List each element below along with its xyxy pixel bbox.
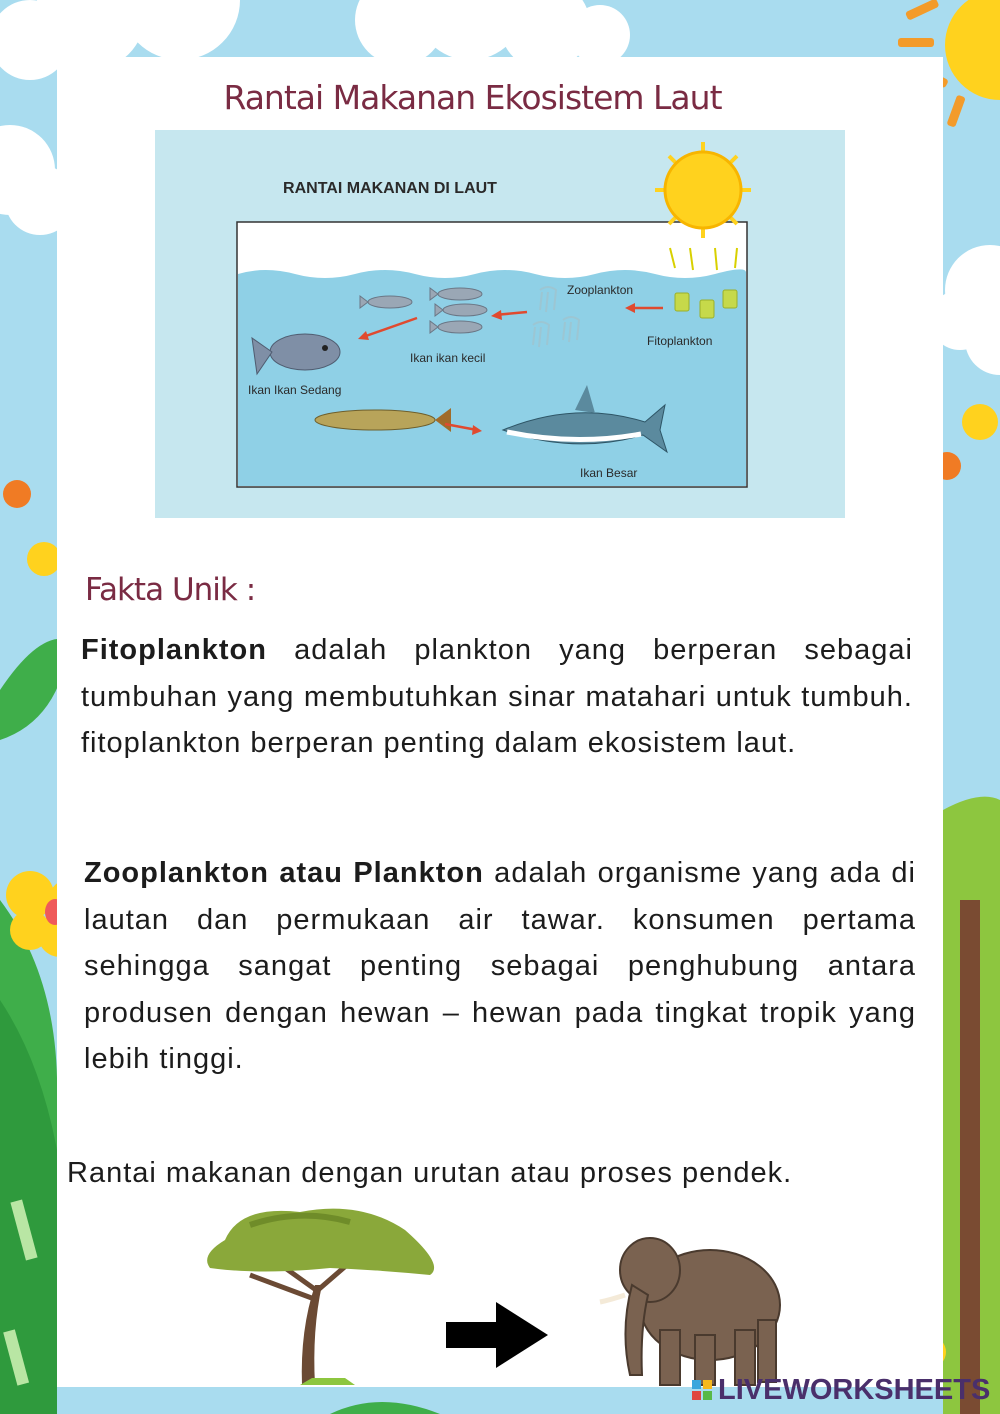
arrow-right-icon [446, 1302, 548, 1368]
food-chain-diagram [155, 130, 845, 518]
dot-yellow-left [27, 542, 61, 576]
label-small-fish: Ikan ikan kecil [410, 351, 486, 365]
dot-yellow-right [962, 404, 998, 440]
zoo-term: Zooplankton atau Plankton [84, 857, 484, 889]
acacia-tree-icon [207, 1209, 434, 1385]
label-zooplankton: Zooplankton [567, 283, 634, 297]
diagram-heading: RANTAI MAKANAN DI LAUT [283, 180, 497, 197]
fito-paragraph [81, 627, 913, 767]
label-big-fish: Ikan Besar [580, 466, 638, 480]
label-fitoplankton: Fitoplankton [647, 334, 713, 348]
fito-text: adalah plankton yang berperan sebagai tumbuhan yang membutuhkan sinar matahari untuk tumbuh. fitoplankton berperan penting dalam ekosistem laut. [81, 634, 913, 759]
page-title: Rantai Makanan Ekosistem Laut [223, 78, 722, 117]
watermark-logo-icon [692, 1380, 712, 1400]
fito-term: Fitoplankton [81, 634, 267, 666]
facts-heading: Fakta Unik : [85, 572, 256, 608]
elephant-icon [600, 1238, 780, 1385]
watermark [692, 1372, 990, 1408]
watermark-text: LIVEWORKSHEETS [718, 1373, 991, 1406]
label-medium-fish: Ikan Ikan Sedang [248, 383, 342, 397]
zoo-paragraph [84, 850, 916, 1083]
dot-orange-left [3, 480, 31, 508]
zoo-text: adalah organisme yang ada di lautan dan permukaan air tawar. konsumen pertama sehingga sangat penting sebagai penghubung antara produsen dengan hewan – hewan pada tingkat tropik yang lebih tinggi. [84, 857, 916, 1075]
short-chain-paragraph: Rantai makanan dengan urutan atau proses pendek. [67, 1157, 793, 1189]
